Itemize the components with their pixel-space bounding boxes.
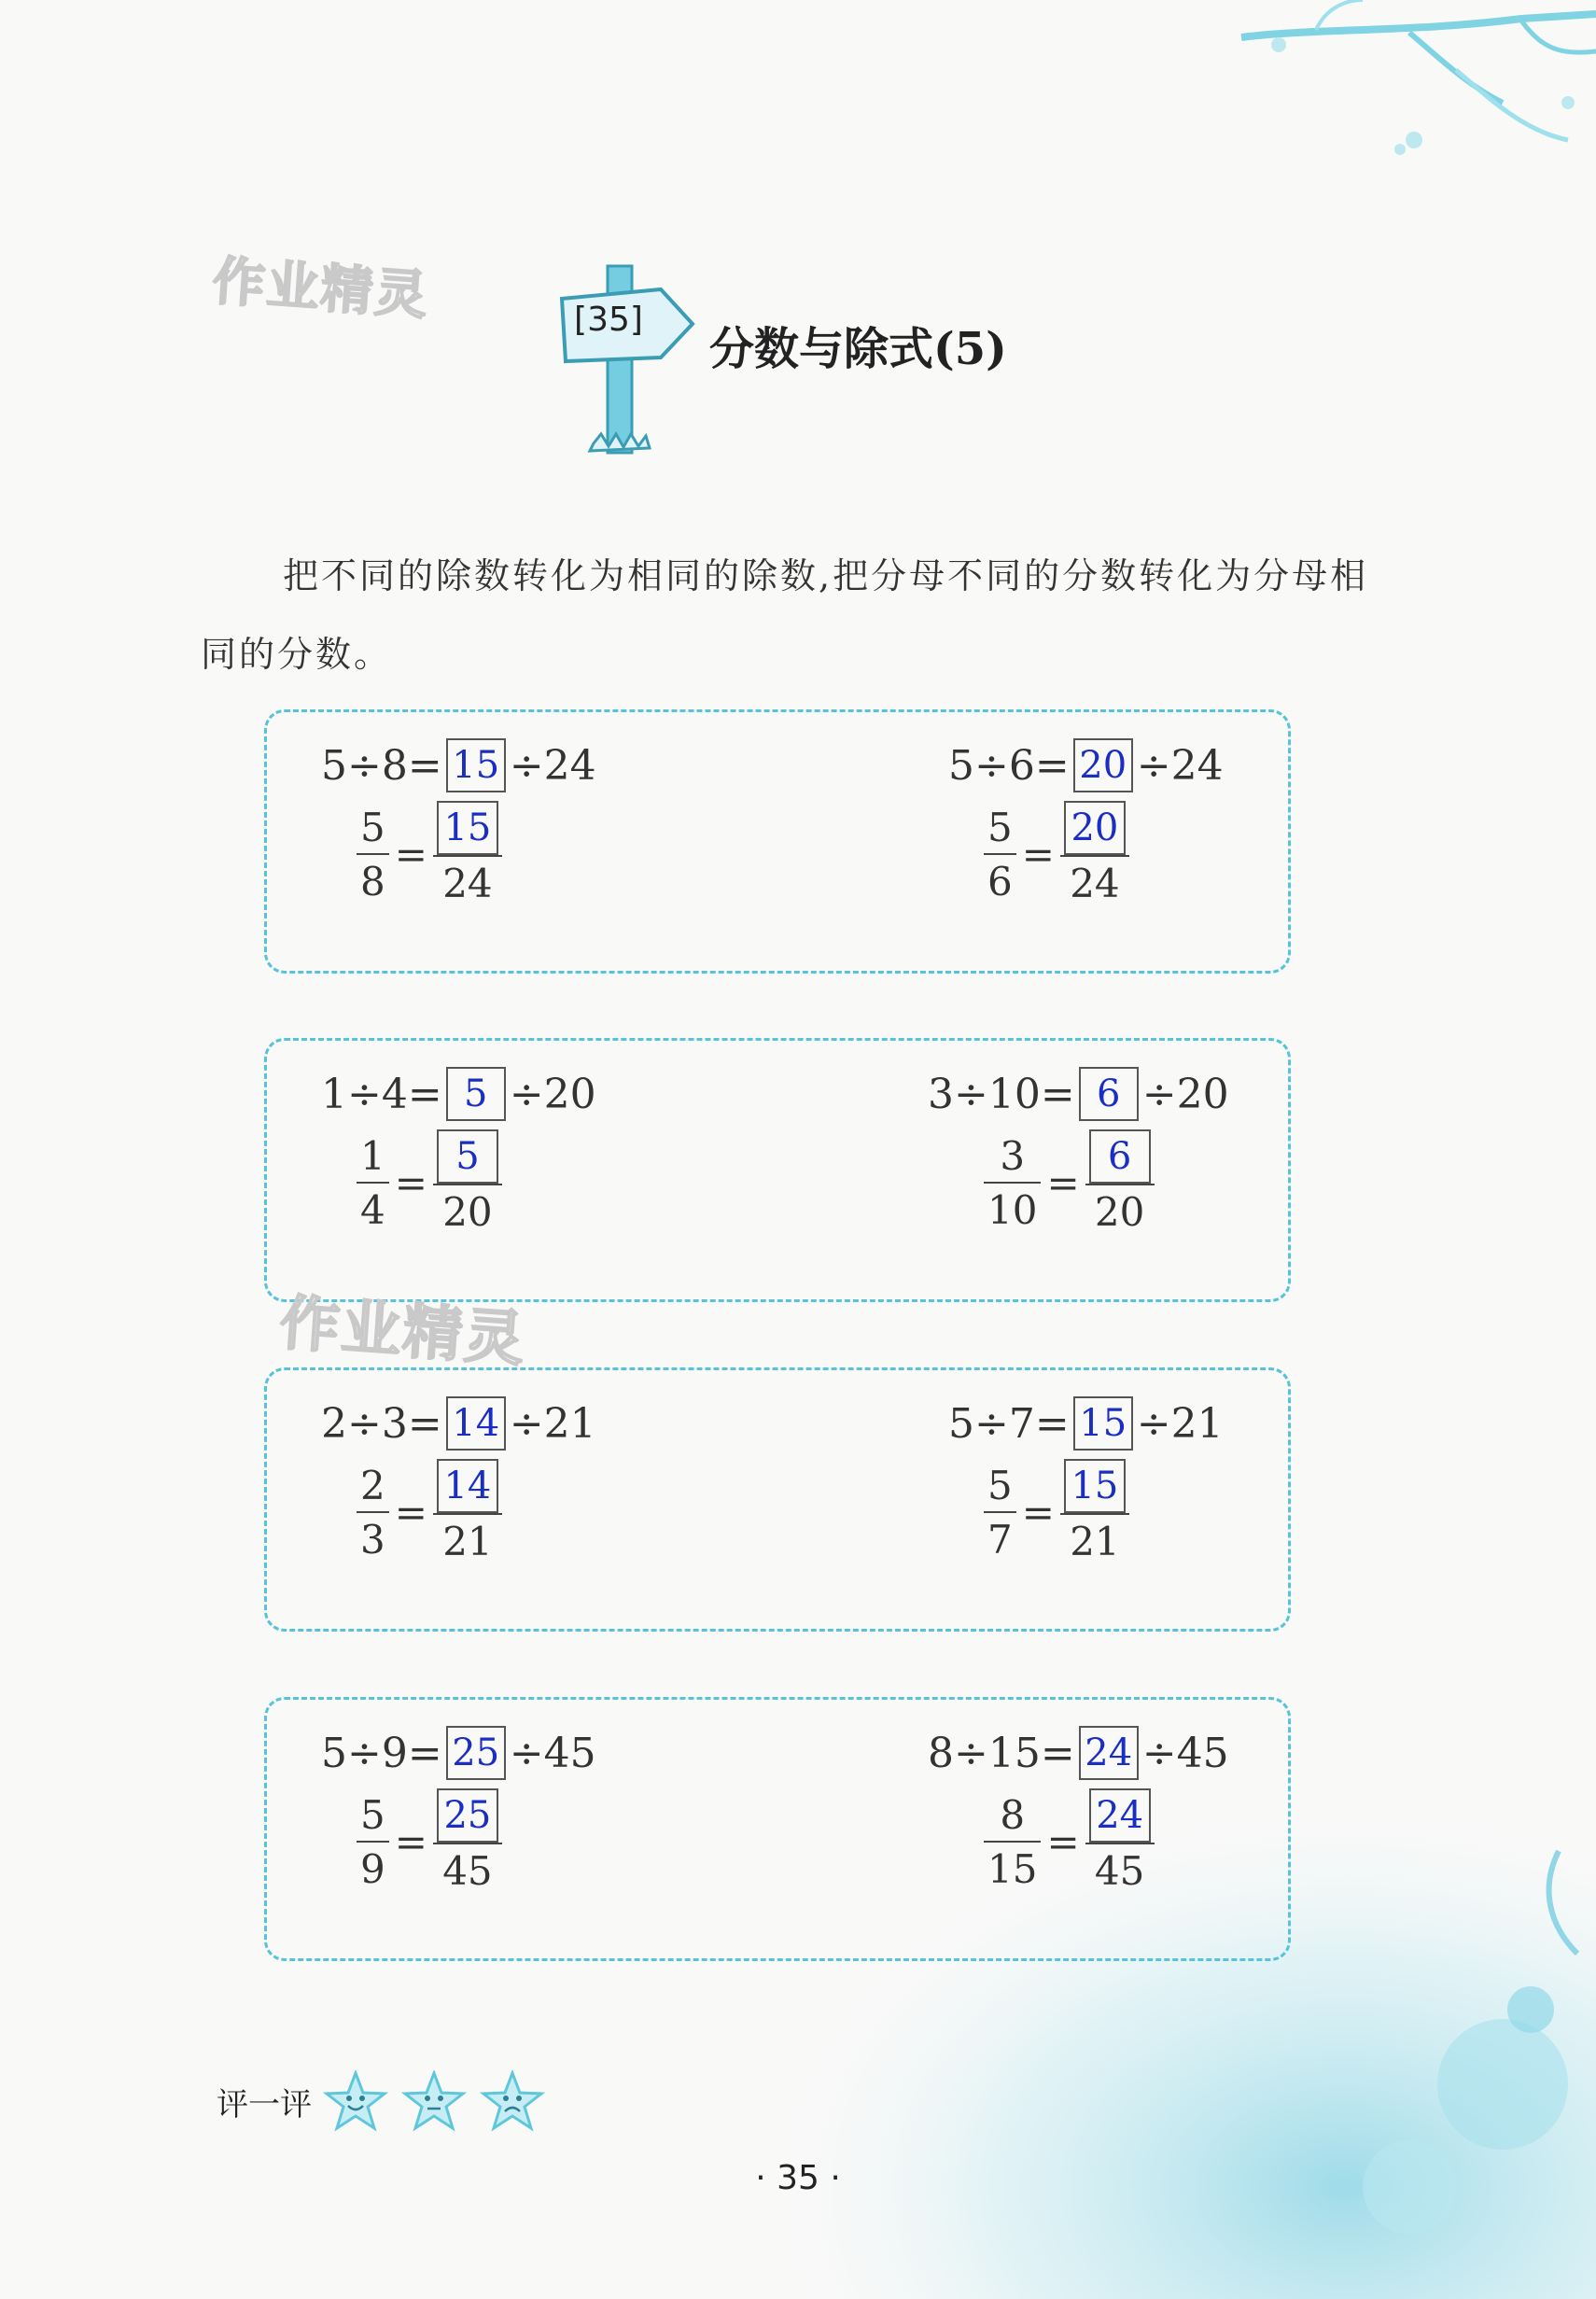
original-fraction xyxy=(357,1461,389,1563)
equals-sign: = xyxy=(407,741,442,790)
denominator: 21 xyxy=(442,1519,493,1564)
divide-sign: ÷ xyxy=(347,1399,382,1448)
exercise-box xyxy=(264,1697,1291,1961)
numerator: 5 xyxy=(360,805,385,850)
original-fraction xyxy=(984,803,1016,905)
divide-sign: ÷ xyxy=(509,741,544,790)
divide-sign: ÷ xyxy=(974,1399,1009,1448)
watermark: 作业精灵 xyxy=(210,250,431,328)
divide-sign: ÷ xyxy=(347,1729,382,1777)
sad-star-icon[interactable] xyxy=(480,2070,545,2132)
dividend: 3 xyxy=(928,1070,954,1118)
divisor: 8 xyxy=(381,741,408,790)
instruction-text: 把不同的除数转化为相同的除数,把分母不同的分数转化为分母相同的分数。 xyxy=(201,555,1369,675)
exercise-box xyxy=(264,709,1291,974)
converted-fraction xyxy=(433,1129,502,1236)
denominator: 6 xyxy=(987,859,1013,904)
answer-box[interactable]: 5 xyxy=(437,1129,498,1184)
answer-box[interactable]: 25 xyxy=(446,1726,506,1780)
division-equation xyxy=(928,1726,1229,1780)
branch-decoration xyxy=(1129,0,1596,187)
divisor: 10 xyxy=(987,1070,1041,1118)
equals-sign: = xyxy=(394,1489,427,1535)
page-title: 分数与除式(5) xyxy=(709,323,1007,375)
answer-box[interactable]: 20 xyxy=(1064,801,1126,855)
equals-sign: = xyxy=(1040,1070,1075,1118)
divisor: 3 xyxy=(381,1399,408,1448)
original-fraction xyxy=(357,1131,389,1234)
common-divisor: 21 xyxy=(1170,1399,1224,1448)
dividend: 1 xyxy=(321,1070,347,1118)
division-equation xyxy=(948,738,1224,792)
divide-sign: ÷ xyxy=(1141,1729,1177,1777)
denominator: 45 xyxy=(442,1848,493,1894)
common-divisor: 24 xyxy=(1170,741,1224,790)
converted-fraction xyxy=(433,801,502,907)
divide-sign: ÷ xyxy=(509,1729,544,1777)
denominator: 4 xyxy=(360,1187,385,1233)
divide-sign: ÷ xyxy=(1141,1070,1177,1118)
original-fraction xyxy=(357,803,389,905)
common-divisor: 20 xyxy=(1176,1070,1229,1118)
page-number: · 35 · xyxy=(755,2159,841,2197)
converted-fraction xyxy=(1085,1129,1155,1236)
exercise-item xyxy=(321,1700,806,1952)
fraction-equation xyxy=(357,801,502,907)
denominator: 7 xyxy=(987,1517,1013,1563)
answer-box[interactable]: 15 xyxy=(1064,1459,1126,1513)
denominator: 20 xyxy=(442,1189,493,1235)
converted-fraction xyxy=(1060,801,1129,907)
fraction-equation xyxy=(984,801,1129,907)
division-equation xyxy=(321,1067,596,1121)
common-divisor: 21 xyxy=(543,1399,596,1448)
common-divisor: 20 xyxy=(543,1070,596,1118)
answer-box[interactable]: 14 xyxy=(446,1396,506,1451)
denominator: 24 xyxy=(442,861,493,906)
division-equation xyxy=(321,738,596,792)
converted-fraction xyxy=(433,1788,502,1895)
divide-sign: ÷ xyxy=(954,1070,988,1118)
numerator: 5 xyxy=(987,805,1013,850)
divide-sign: ÷ xyxy=(347,741,382,790)
exercise-item xyxy=(321,1041,806,1293)
exercise-item xyxy=(928,1041,1434,1293)
original-fraction xyxy=(984,1131,1041,1234)
numerator: 3 xyxy=(1000,1133,1026,1179)
divisor: 9 xyxy=(381,1729,408,1777)
denominator: 3 xyxy=(360,1517,385,1563)
exercise-box xyxy=(264,1367,1291,1632)
divide-sign: ÷ xyxy=(347,1070,382,1118)
exercise-item xyxy=(948,1370,1434,1622)
neutral-star-icon[interactable] xyxy=(401,2070,467,2132)
common-divisor: 45 xyxy=(1176,1729,1229,1777)
exercise-item xyxy=(928,1700,1434,1952)
exercise-box xyxy=(264,1038,1291,1302)
equals-sign: = xyxy=(1046,1159,1080,1206)
dividend: 8 xyxy=(928,1729,954,1777)
divide-sign: ÷ xyxy=(509,1399,544,1448)
denominator: 20 xyxy=(1094,1189,1145,1235)
equals-sign: = xyxy=(407,1070,442,1118)
smile-star-icon[interactable] xyxy=(323,2070,388,2132)
divide-sign: ÷ xyxy=(509,1070,544,1118)
answer-box[interactable]: 25 xyxy=(437,1788,498,1843)
division-equation xyxy=(928,1067,1229,1121)
converted-fraction xyxy=(433,1459,502,1565)
equals-sign: = xyxy=(1021,831,1055,877)
common-divisor: 24 xyxy=(543,741,596,790)
equals-sign: = xyxy=(1046,1818,1080,1865)
answer-box[interactable]: 15 xyxy=(1073,1396,1133,1451)
equals-sign: = xyxy=(407,1729,442,1777)
equals-sign: = xyxy=(407,1399,442,1448)
denominator: 9 xyxy=(360,1846,385,1892)
equals-sign: = xyxy=(394,1159,427,1206)
division-equation xyxy=(321,1726,596,1780)
divisor: 4 xyxy=(381,1070,408,1118)
dividend: 5 xyxy=(948,1399,974,1448)
numerator: 8 xyxy=(1000,1792,1026,1838)
dividend: 5 xyxy=(948,741,974,790)
fraction-equation xyxy=(984,1129,1155,1236)
fraction-equation xyxy=(357,1129,502,1236)
fraction-equation xyxy=(984,1459,1129,1565)
original-fraction xyxy=(984,1461,1016,1563)
answer-box[interactable]: 15 xyxy=(446,738,506,792)
fraction-equation xyxy=(984,1788,1155,1895)
equals-sign: = xyxy=(1040,1729,1075,1777)
divide-sign: ÷ xyxy=(1136,741,1171,790)
equals-sign: = xyxy=(394,831,427,877)
fraction-equation xyxy=(357,1788,502,1895)
division-equation xyxy=(321,1396,596,1451)
equals-sign: = xyxy=(1021,1489,1055,1535)
divide-sign: ÷ xyxy=(974,741,1009,790)
exercise-item xyxy=(321,712,806,964)
denominator: 24 xyxy=(1070,861,1120,906)
answer-box[interactable]: 24 xyxy=(1089,1788,1151,1843)
denominator: 15 xyxy=(987,1846,1038,1892)
answer-box[interactable]: 6 xyxy=(1079,1067,1139,1121)
dividend: 5 xyxy=(321,1729,347,1777)
equals-sign: = xyxy=(1034,741,1070,790)
divisor: 15 xyxy=(987,1729,1041,1777)
answer-box[interactable]: 20 xyxy=(1073,738,1133,792)
exercise-item xyxy=(948,712,1434,964)
numerator: 2 xyxy=(360,1463,385,1508)
signpost-icon xyxy=(556,257,696,471)
rating-label: 评一评 xyxy=(217,2085,312,2124)
common-divisor: 45 xyxy=(543,1729,596,1777)
divisor: 7 xyxy=(1008,1399,1035,1448)
answer-box[interactable]: 14 xyxy=(437,1459,498,1513)
numerator: 5 xyxy=(360,1792,385,1838)
equals-sign: = xyxy=(394,1818,427,1865)
lesson-number: [35] xyxy=(574,301,643,339)
divide-sign: ÷ xyxy=(954,1729,988,1777)
numerator: 5 xyxy=(987,1463,1013,1508)
exercise-item xyxy=(321,1370,806,1622)
dividend: 5 xyxy=(321,741,347,790)
answer-box[interactable]: 15 xyxy=(437,801,498,855)
division-equation xyxy=(948,1396,1224,1451)
denominator: 10 xyxy=(987,1187,1038,1233)
denominator: 21 xyxy=(1070,1519,1120,1564)
original-fraction xyxy=(984,1790,1041,1893)
denominator: 8 xyxy=(360,859,385,904)
answer-box[interactable]: 5 xyxy=(446,1067,506,1121)
watermark: 作业精灵 xyxy=(277,1288,528,1376)
divisor: 6 xyxy=(1008,741,1035,790)
dividend: 2 xyxy=(321,1399,347,1448)
self-rating xyxy=(217,2070,558,2132)
answer-box[interactable]: 6 xyxy=(1089,1129,1151,1184)
answer-box[interactable]: 24 xyxy=(1079,1726,1139,1780)
divide-sign: ÷ xyxy=(1136,1399,1171,1448)
numerator: 1 xyxy=(360,1133,385,1179)
denominator: 45 xyxy=(1094,1848,1145,1894)
converted-fraction xyxy=(1060,1459,1129,1565)
converted-fraction xyxy=(1085,1788,1155,1895)
fraction-equation xyxy=(357,1459,502,1565)
equals-sign: = xyxy=(1034,1399,1070,1448)
original-fraction xyxy=(357,1790,389,1893)
